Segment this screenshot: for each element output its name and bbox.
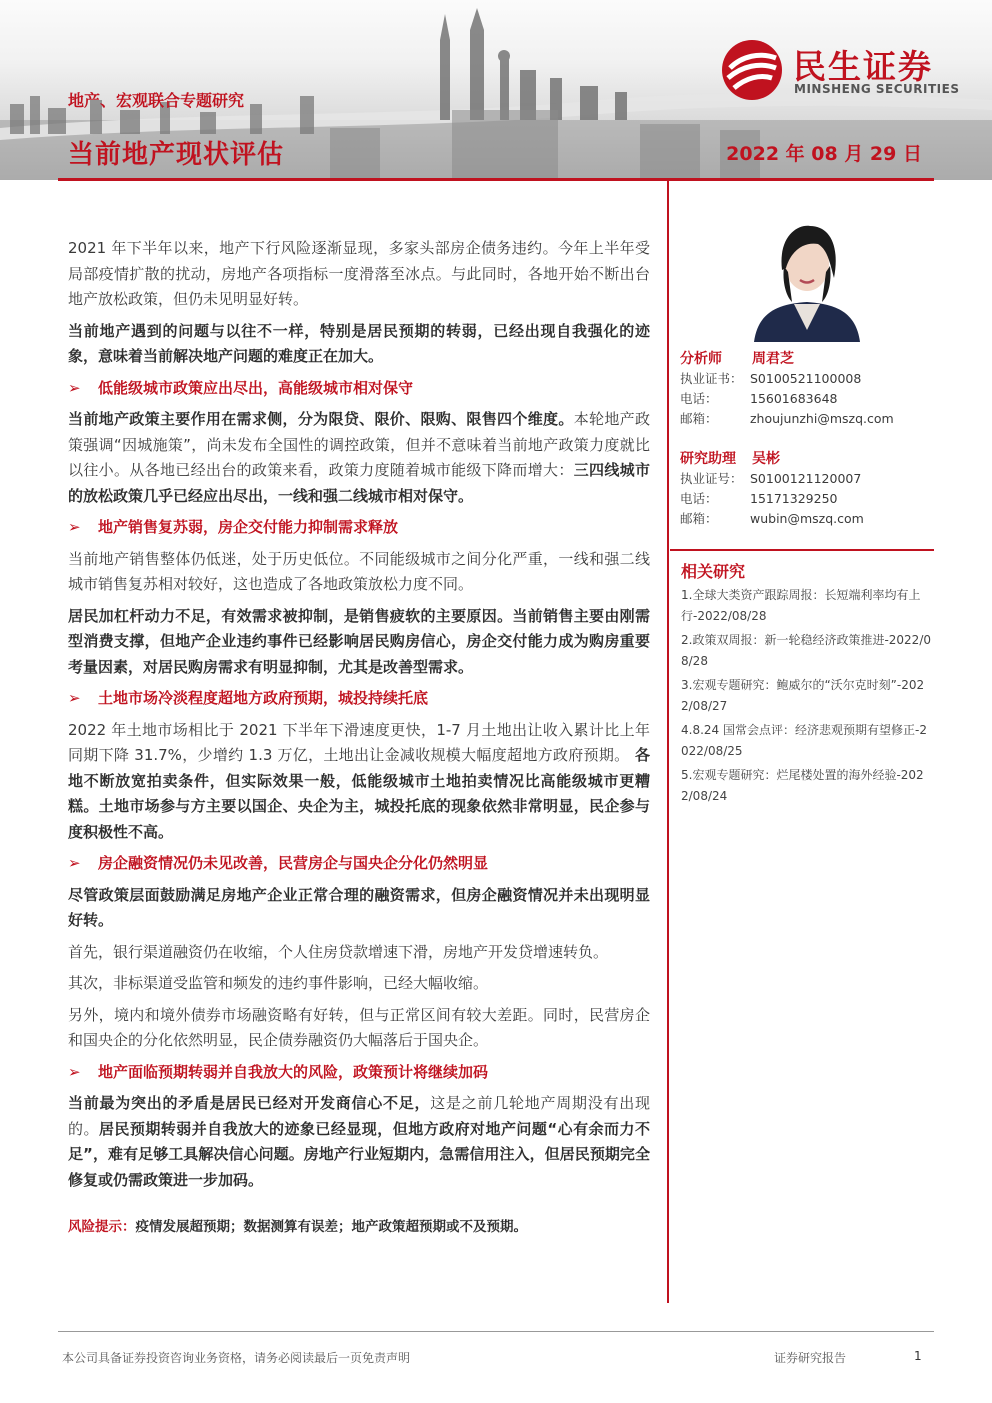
analyst-photo: [748, 212, 866, 342]
report-date: 2022 年 08 月 29 日: [726, 143, 922, 165]
section-heading-3: [68, 686, 650, 712]
arrow-icon: ➢: [68, 854, 81, 872]
body-text: 2022 年土地市场相比于 2021 下半年下滑速度更快，1-7 月土地出让收入累计比上年同期下降 31.7%，少增约 1.3 万亿，土地出让金减收规模大幅度超地方政府预期。: [68, 720, 650, 764]
bold-text: 三四线城市的放松政策几乎已经应出尽出，一线和强二线城市相对保守。: [68, 461, 650, 505]
section-title: 土地市场冷淡程度超地方政府预期，城投持续托底: [98, 689, 429, 707]
sidebar-rule: [670, 549, 934, 551]
risk-warning: [68, 1215, 650, 1241]
risk-text: 疫情发展超预期；数据测算有误差；地产政策超预期或不及预期。: [135, 1219, 527, 1235]
section-heading-4: [68, 851, 650, 877]
email-label: 邮箱：: [680, 411, 718, 426]
section-title: 地产销售复苏弱，房企交付能力抑制需求释放: [98, 518, 399, 536]
column-divider: [667, 181, 669, 1303]
section-3-paragraph: [68, 718, 650, 846]
risk-label: 风险提示：: [68, 1219, 136, 1235]
section-title: 低能级城市政策应出尽出，高能级城市相对保守: [98, 378, 414, 397]
cert-label: 执业证号：: [680, 471, 743, 486]
bold-text: 居民预期转弱并自我放大的迹象已经显现，但地方政府对地产问题“心有余而力不足”，难有足够工具解决信心问题。房地产行业短期内，急需信用注入，但居民预期完全修复或仍需政策进一步加码。: [68, 1119, 650, 1189]
section-heading-1: [68, 376, 650, 402]
footer-report-kind: 证券研究报告: [774, 1351, 847, 1365]
company-logo: [720, 38, 970, 108]
assistant-role: 研究助理: [680, 451, 736, 467]
related-item[interactable]: 1.全球大类资产跟踪周报：长短端利率均有上行-2022/08/28: [681, 588, 921, 623]
section-4-paragraph-1: 尽管政策层面鼓励满足房地产企业正常合理的融资需求，但房企融资情况并未出现明显好转。: [68, 885, 650, 929]
section-heading-5: [68, 1060, 650, 1086]
report-type: 地产、宏观联合专题研究: [68, 91, 245, 110]
footer-disclaimer: 本公司具备证券投资咨询业务资格，请务必阅读最后一页免责声明: [62, 1351, 411, 1365]
body-text: 本轮地产政策强调“因城施策”，尚未发布全国性的调控政策，但并不意味着当前地产政策力度就比以往小。从各地已经出台的政策来看，政策力度随着城市能级下降而增大：: [68, 410, 650, 479]
minsheng-logo-icon: [720, 38, 784, 102]
intro-paragraph: 2021 年下半年以来，地产下行风险逐渐显现，多家头部房企债务违约。今年上半年受局部疫情扩散的扰动，房地产各项指标一度滑落至冰点。与此同时，各地开始不断出台地产放松政策，但仍未见明显好转。: [68, 239, 650, 308]
section-title: 房企融资情况仍未见改善，民营房企与国央企分化仍然明显: [98, 854, 489, 872]
cert-label: 执业证书：: [680, 371, 743, 386]
arrow-icon: ➢: [68, 378, 81, 397]
email-label: 邮箱：: [680, 511, 718, 526]
related-research-list: [681, 585, 931, 810]
section-1-paragraph: [68, 407, 650, 509]
arrow-icon: ➢: [68, 689, 81, 707]
section-4-paragraph-4: 另外，境内和境外债券市场融资略有好转，但与正常区间有较大差距。同时，民营房企和国央企的分化依然明显，民企债券融资仍大幅落后于国央企。: [68, 1005, 650, 1049]
bold-text: 当前地产政策主要作用在需求侧，分为限贷、限价、限购、限售四个维度。: [68, 410, 574, 428]
analyst-name: 周君芝: [752, 351, 794, 367]
main-content: [68, 236, 650, 1241]
phone-label: 电话：: [680, 491, 718, 506]
analyst-email[interactable]: zhoujunzhi@mszq.com: [750, 411, 894, 426]
related-item[interactable]: 5.宏观专题研究：烂尾楼处置的海外经验-2022/08/24: [681, 768, 924, 803]
analyst-phone: 15601683648: [750, 391, 838, 406]
logo-text-en: MINSHENG SECURITIES: [794, 82, 960, 96]
footer-rule: [58, 1331, 934, 1332]
section-title: 地产面临预期转弱并自我放大的风险，政策预计将继续加码: [98, 1062, 489, 1081]
logo-text-cn: 民生证券: [793, 47, 933, 86]
related-item[interactable]: 3.宏观专题研究：鲍威尔的“沃尔克时刻”-2022/08/27: [681, 678, 925, 713]
body-text: 这是之前几轮地产周期没有出现的。: [68, 1094, 650, 1138]
arrow-icon: ➢: [68, 1062, 81, 1081]
analyst-info: [680, 349, 934, 429]
page-number: 1: [914, 1349, 922, 1363]
header-rule: [58, 178, 934, 181]
analyst-cert: S0100521100008: [750, 371, 862, 386]
related-item[interactable]: 4.8.24 国常会点评：经济悲观预期有望修正-2022/08/25: [681, 723, 927, 758]
section-5-paragraph: [68, 1091, 650, 1193]
section-2-paragraph-1: 当前地产销售整体仍低迷，处于历史低位。不同能级城市之间分化严重，一线和强二线城市销售复苏相对较好，这也造成了各地政策放松力度不同。: [68, 549, 650, 593]
section-heading-2: [68, 515, 650, 541]
assistant-cert: S0100121120007: [750, 471, 862, 486]
assistant-info: [680, 449, 934, 529]
section-4-paragraph-3: 其次，非标渠道受监管和频发的违约事件影响，已经大幅收缩。: [68, 974, 489, 992]
report-title: 当前地产现状评估: [68, 140, 285, 170]
bold-text: 当前最为突出的矛盾是居民已经对开发商信心不足，: [68, 1094, 431, 1112]
assistant-phone: 15171329250: [750, 491, 838, 506]
key-point-paragraph: 当前地产遇到的问题与以往不一样，特别是居民预期的转弱，已经出现自我强化的迹象，意味着当前解决地产问题的难度正在加大。: [68, 321, 650, 365]
related-research-title: 相关研究: [681, 562, 746, 581]
analyst-role: 分析师: [680, 351, 722, 367]
related-item[interactable]: 2.政策双周报：新一轮稳经济政策推进-2022/08/28: [681, 633, 931, 668]
arrow-icon: ➢: [68, 518, 81, 536]
section-4-paragraph-2: 首先，银行渠道融资仍在收缩，个人住房贷款增速下滑，房地产开发贷增速转负。: [68, 942, 609, 961]
section-2-paragraph-2: 居民加杠杆动力不足，有效需求被抑制，是销售疲软的主要原因。当前销售主要由刚需型消费支撑，但地产企业违约事件已经影响居民购房信心，房企交付能力成为购房重要考量因素，对居民购房需求有明显抑制，尤其是改善型需求。: [68, 606, 650, 676]
bold-text: 各地不断放宽拍卖条件，但实际效果一般，低能级城市土地拍卖情况比高能级城市更糟糕。土地市场参与方主要以国企、央企为主，城投托底的现象依然非常明显，民企参与度积极性不高。: [68, 746, 650, 841]
assistant-name: 吴彬: [752, 451, 780, 467]
phone-label: 电话：: [680, 391, 718, 406]
header-banner: [0, 0, 992, 180]
assistant-email[interactable]: wubin@mszq.com: [750, 511, 864, 526]
